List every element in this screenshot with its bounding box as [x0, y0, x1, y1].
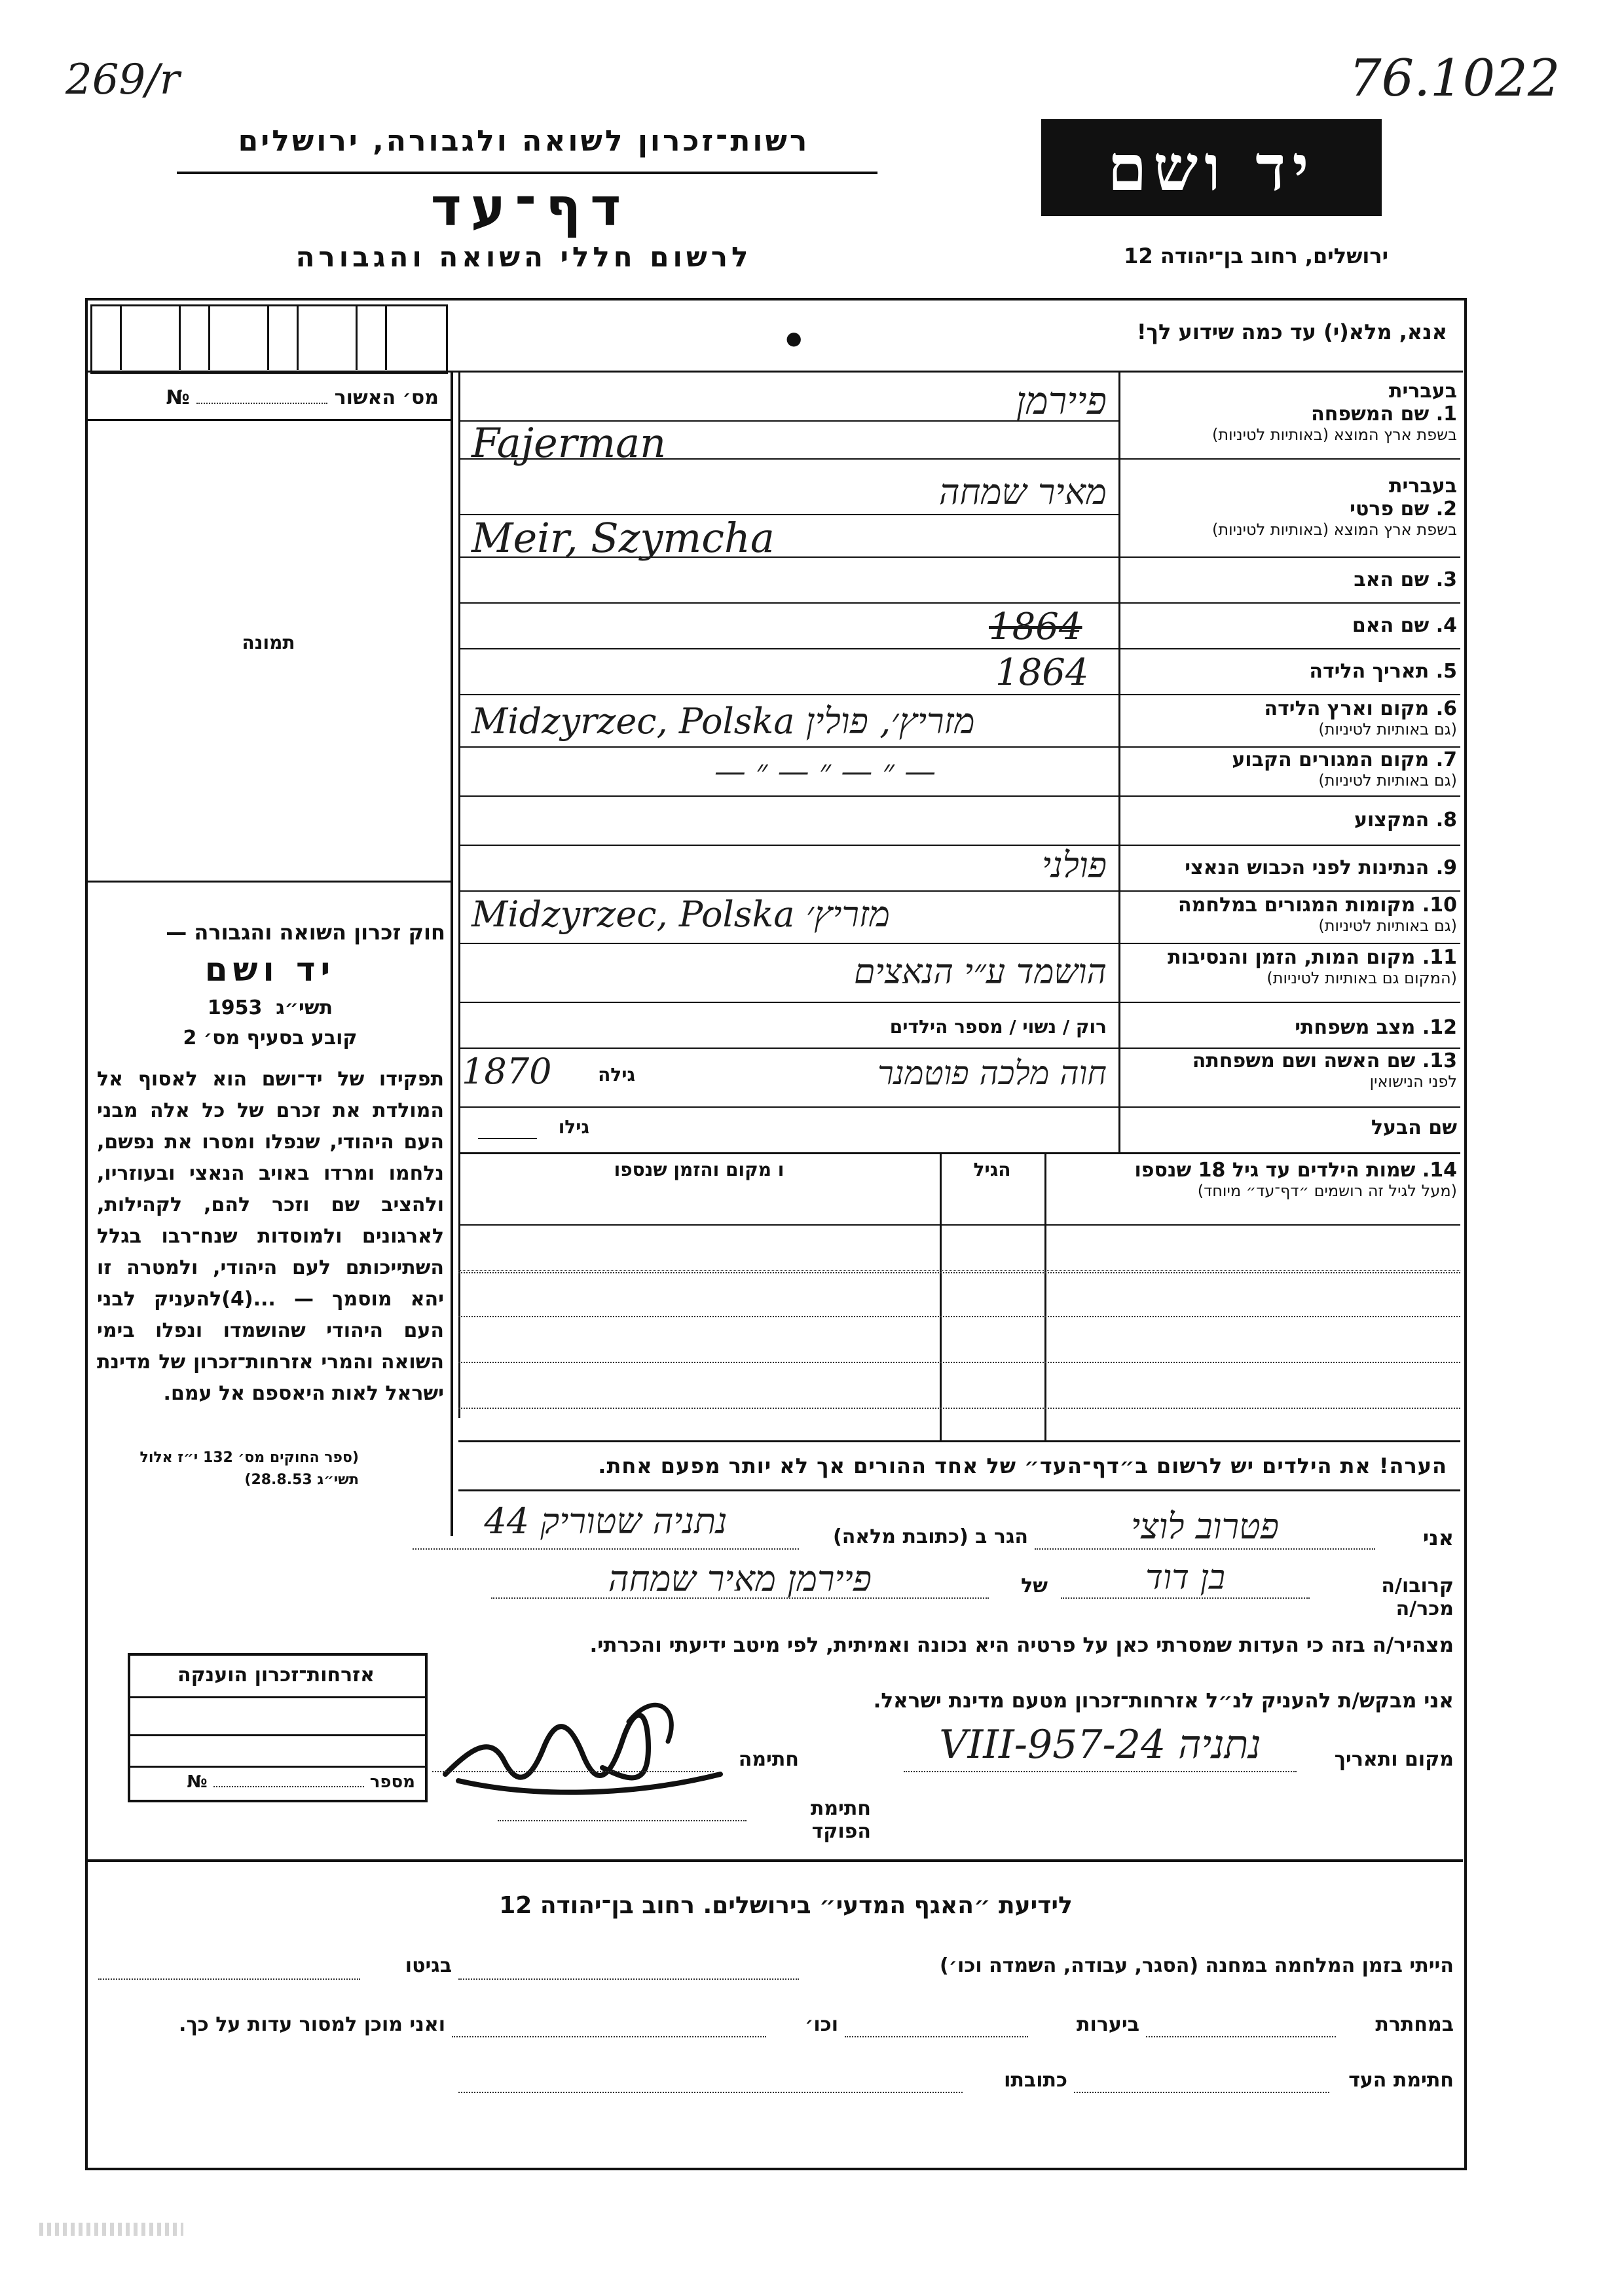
bottom-line2-d: ואני מוכן למסור עדות על כך.: [179, 2013, 445, 2036]
law-source: (ספר החוקים מס׳ 132 י״ז אלול תשי״ג 28.8.53): [139, 1449, 359, 1488]
field-10-label: מקומות המגורים במלחמה: [1178, 894, 1416, 917]
decl-i-label: אני: [1422, 1525, 1454, 1550]
approval-label: מס׳ האשור: [334, 386, 439, 409]
field-6-label: מקום וארץ הלידה: [1264, 697, 1430, 720]
subtitle: לרשום חללי השואה והגבורה: [295, 241, 752, 273]
form-request: אנא, מלא(י) עד כמה שידוע לך!: [1136, 319, 1447, 344]
bottom-line1-a: הייתי בזמן המלחמה במחנה (הסגר, עבודה, השמדה וכו׳): [940, 1954, 1454, 1977]
citizenship-label: אזרחות־זכרון הוענקה: [177, 1664, 375, 1686]
field-10-value: Midzyrzec, Polska מזריץ׳: [471, 894, 890, 935]
decl-of-label: של: [1021, 1575, 1048, 1597]
field-6-sub: (גם באותיות לטיניות): [1318, 720, 1457, 738]
field-1-value-lat: Fajerman: [471, 419, 667, 467]
field-1-label: שם המשפחה: [1311, 403, 1430, 426]
children-subheader: (מעל לגיל זה רושמים ״דף־עד״ מיוחד): [1197, 1182, 1457, 1200]
field-11-label: מקום המות, הזמן והנסיבות: [1168, 946, 1416, 969]
citizenship-box: [128, 1653, 428, 1802]
field-12-options: רוק / נשוי / מספר הילדים: [889, 1016, 1107, 1038]
field-13-age-label: גילה: [598, 1064, 635, 1085]
field-husband-label: שם הבעל: [1371, 1116, 1457, 1139]
bottom-line2-a: במחתרת: [1375, 2013, 1454, 2036]
field-13-label: שם האשה ושם משפחתה: [1192, 1049, 1416, 1072]
field-husband-age-label: גילו: [558, 1116, 589, 1138]
decl-relation-value: בן דוד: [1145, 1558, 1225, 1597]
field-2-value-heb: מאיר שמחה: [938, 471, 1107, 513]
law-name: יד ושם: [204, 951, 336, 989]
decl-statement: מצהיר/ה בזה כי העדות שמסרתי כאן על פרטיה היא נכונה ואמיתית, לפי מיטב ידיעתי והכרתי.: [589, 1633, 1454, 1657]
decl-resides-label: הגר ב (כתובת מלאה): [832, 1525, 1028, 1548]
field-8-label: המקצוע: [1354, 809, 1430, 831]
field-7-sub: (גם באותיות לטיניות): [1318, 771, 1457, 790]
field-2-value-lat: Meir, Szymcha: [471, 514, 775, 562]
law-clause: קובע בסעיף מס׳ 2: [183, 1027, 358, 1049]
bottom-line1-b: בגיטו: [405, 1954, 452, 1977]
field-12-label: מצב משפחתי: [1295, 1016, 1416, 1039]
decl-of-value: פיירמן מאיר שמחה: [608, 1558, 872, 1599]
photo-label: תמונה: [242, 632, 295, 653]
children-col-place: ו מקום והזמן שנספו: [614, 1159, 784, 1180]
field-3-label: שם האב: [1354, 568, 1430, 591]
field-1-sub: בשפת ארץ המוצא (באותיות לטיניות): [1212, 426, 1457, 444]
handwritten-ref-left: 269/r: [65, 56, 180, 104]
bottom-line2-c: וכו׳: [805, 2013, 838, 2036]
field-13-value: חוה מלכה פוטמנר: [877, 1054, 1107, 1092]
field-5-label: תאריך הלידה: [1309, 660, 1430, 683]
law-title: חוק זכרון השואה והגבורה —: [166, 920, 445, 945]
page-title: דף־עד: [430, 177, 631, 238]
decl-request: אני מבקש/ת להעניק לנ״ל אזרחות־זכרון מטעם מדינת ישראל.: [873, 1689, 1454, 1713]
field-11-sub: (המקום גם באותיות לטיניות): [1266, 969, 1457, 987]
field-2-label: שם פרטי: [1350, 498, 1430, 520]
note-text: הערה! את הילדים יש לרשום ב״דף־העד״ של אחד ההורים אך לא יותר מפעם אחת.: [598, 1453, 1447, 1478]
field-10-sub: (גם באותיות לטיניות): [1318, 917, 1457, 935]
field-11-value: הושמד ע״י הנאצים: [853, 953, 1107, 992]
field-2-sub: בשפת ארץ המוצא (באותיות לטיניות): [1212, 520, 1457, 539]
handwritten-ref-right: 76.1022: [1349, 49, 1560, 108]
field-13-sub: לפני הנישואין: [1369, 1072, 1457, 1091]
field-13-age-value: 1870: [462, 1051, 552, 1092]
field-2-heb-tag: בעברית: [1389, 475, 1457, 498]
field-4-value: 1864: [989, 606, 1082, 648]
field-7-value: — ״ — ״ — ״ —: [714, 753, 936, 790]
code-boxes: [90, 304, 451, 370]
org-line: רשות־זכרון לשואה ולגבורה, ירושלים: [238, 124, 810, 158]
field-5-value: 1864: [995, 651, 1089, 694]
children-col-age: הגיל: [973, 1159, 1011, 1180]
decl-resides-value: נתניה שטוריק 44: [484, 1501, 728, 1542]
citizenship-number-label: מספר: [369, 1772, 415, 1792]
law-year-heb: תשי״ג 1953: [207, 996, 333, 1019]
decl-place-date-label: מקום ותאריך: [1334, 1748, 1454, 1771]
field-6-value: Midzyrzec, Polska מזריץ׳, פולין: [471, 701, 975, 742]
scan-smudge: [39, 2223, 183, 2236]
bottom-line3-a: חתימת העד: [1348, 2069, 1454, 2092]
decl-relation-label: קרובו/ה מכר/ה: [1381, 1575, 1454, 1620]
bottom-line3-b: כתובתו: [1004, 2069, 1067, 2092]
field-1-heb-tag: בעברית: [1389, 380, 1457, 403]
field-9-value: פולני: [1041, 845, 1107, 886]
field-1-value-heb: פיירמן: [1016, 378, 1107, 423]
decl-signature-label: חתימה: [738, 1748, 799, 1771]
stamp-mark: ●: [786, 327, 802, 349]
signature-image: [432, 1683, 733, 1807]
bottom-title: לידיעת ״האגף המדעי״ בירושלים. רחוב בן־יהודה 12: [499, 1892, 1073, 1919]
decl-place-date-value: נתניה 24-VIII-957: [939, 1722, 1261, 1768]
yad-vashem-logo: יד ושם: [1041, 119, 1382, 216]
approval-no: №: [166, 386, 190, 409]
address: ירושלים, רחוב בן־יהודה 12: [1124, 244, 1388, 268]
law-text: תפקידו של יד־ושם הוא לאסוף אל המולדת את זכרם של כל אלה מבני העם היהודי, שנפלו ומסרו את נפשם, נלחמו ומרדו באויב הנאצי ובעוזריו, ולהציב שם וזכר להם, לקהילות, לארגונים ולמוסדות שנח־רבו בגלל השתייכותם לעם היהודי, ולמטרה זו יהא מוסמך — ...(4)להעניק לבני העם היהודי שהושמדו ונפלו בימי השואה והמרי אזרחות־זכרון של מדינת ישראל לאות היאספם אל עמם.: [97, 1068, 444, 1405]
decl-i-value: פטרוב לוצי: [1131, 1506, 1279, 1547]
field-7-label: מקום המגורים הקבוע: [1232, 748, 1430, 771]
field-9-label: הנתינות לפני הכבוש הנאצי: [1185, 856, 1430, 879]
children-header: שמות הילדים עד גיל 18 שנספו: [1134, 1159, 1416, 1182]
bottom-line2-b: ביערות: [1077, 2013, 1139, 2036]
field-4-label: שם האם: [1352, 614, 1430, 637]
citizenship-number-sign: №: [187, 1772, 208, 1792]
decl-officer-label: חתימת הפוקד: [810, 1797, 871, 1843]
